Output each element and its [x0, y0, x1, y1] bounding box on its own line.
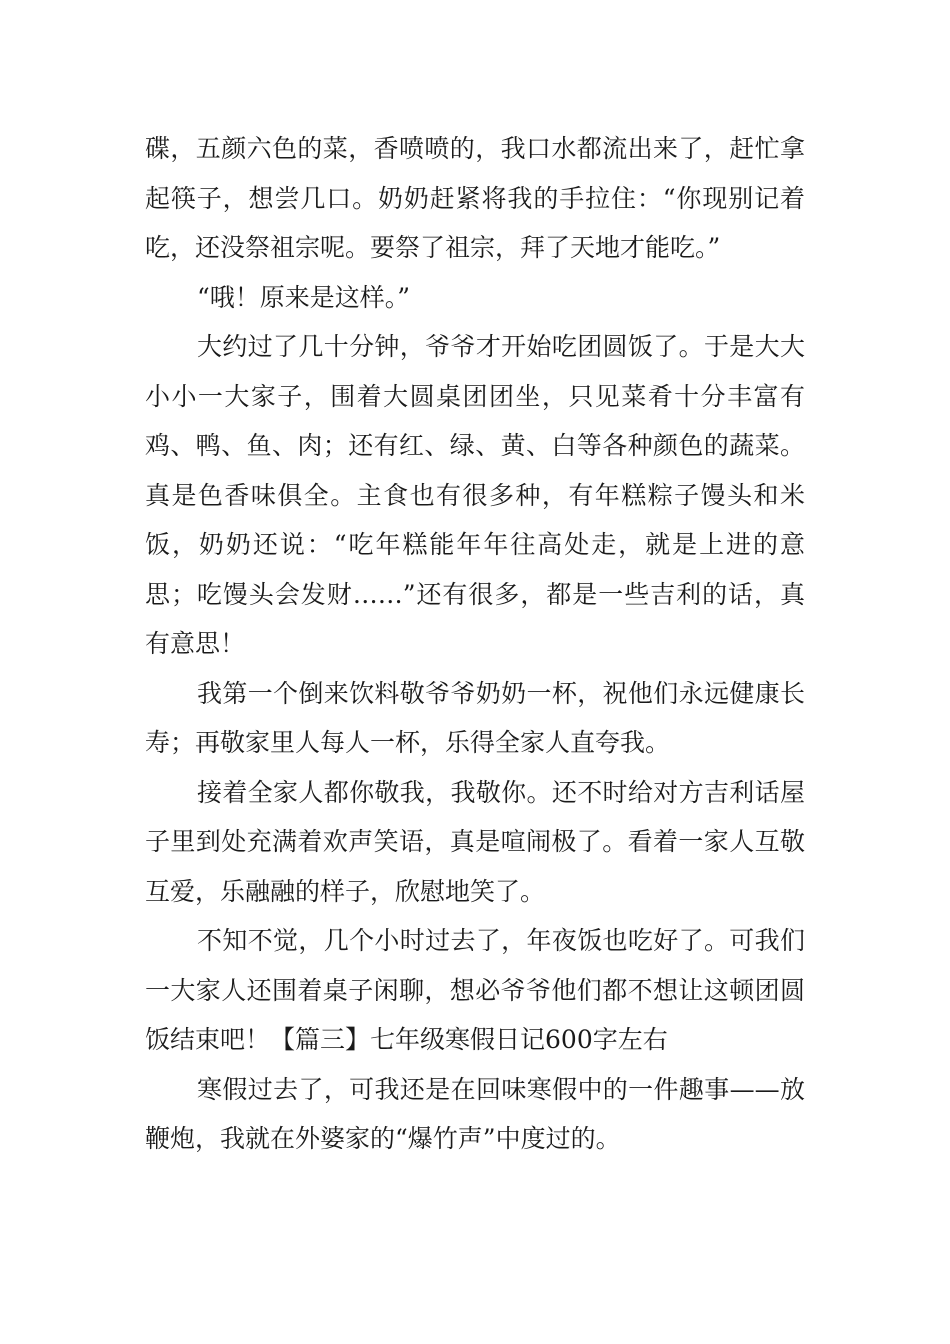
article-body: [145, 124, 805, 1164]
paragraph-5: 接着全家人都你敬我，我敬你。还不时给对方吉利话屋子里到处充满着欢声笑语，真是喧闹极了。看着一家人互敬互爱，乐融融的样子，欣慰地笑了。: [145, 777, 805, 906]
paragraph-3: 大约过了几十分钟，爷爷才开始吃团圆饭了。于是大大小小一大家子，围着大圆桌团团坐，只见菜肴十分丰富有鸡、鸭、鱼、肉；还有红、绿、黄、白等各种颜色的蔬菜。真是色香味俱全。主食也有很多种，有年糕粽子馒头和米饭，奶奶还说：“吃年糕能年年往高处走，就是上进的意思；吃馒头会发财……”还有很多，都是一些吉利的话，真有意思！: [145, 332, 805, 658]
paragraph-4: 我第一个倒来饮料敬爷爷奶奶一杯，祝他们永远健康长寿；再敬家里人每人一杯，乐得全家人直夸我。: [145, 678, 805, 757]
paragraph-6: 不知不觉，几个小时过去了，年夜饭也吃好了。可我们一大家人还围着桌子闲聊，想必爷爷他们都不想让这顿团圆饭结束吧！【篇三】七年级寒假日记600字左右: [145, 926, 805, 1054]
paragraph-7: 寒假过去了，可我还是在回味寒假中的一件趣事——放鞭炮，我就在外婆家的“爆竹声”中度过的。: [145, 1074, 805, 1153]
paragraph-2: “哦！原来是这样。”: [197, 282, 411, 312]
paragraph-1: 碟，五颜六色的菜，香喷喷的，我口水都流出来了，赶忙拿起筷子，想尝几口。奶奶赶紧将我的手拉住：“你现别记着吃，还没祭祖宗呢。要祭了祖宗，拜了天地才能吃。”: [145, 134, 805, 262]
